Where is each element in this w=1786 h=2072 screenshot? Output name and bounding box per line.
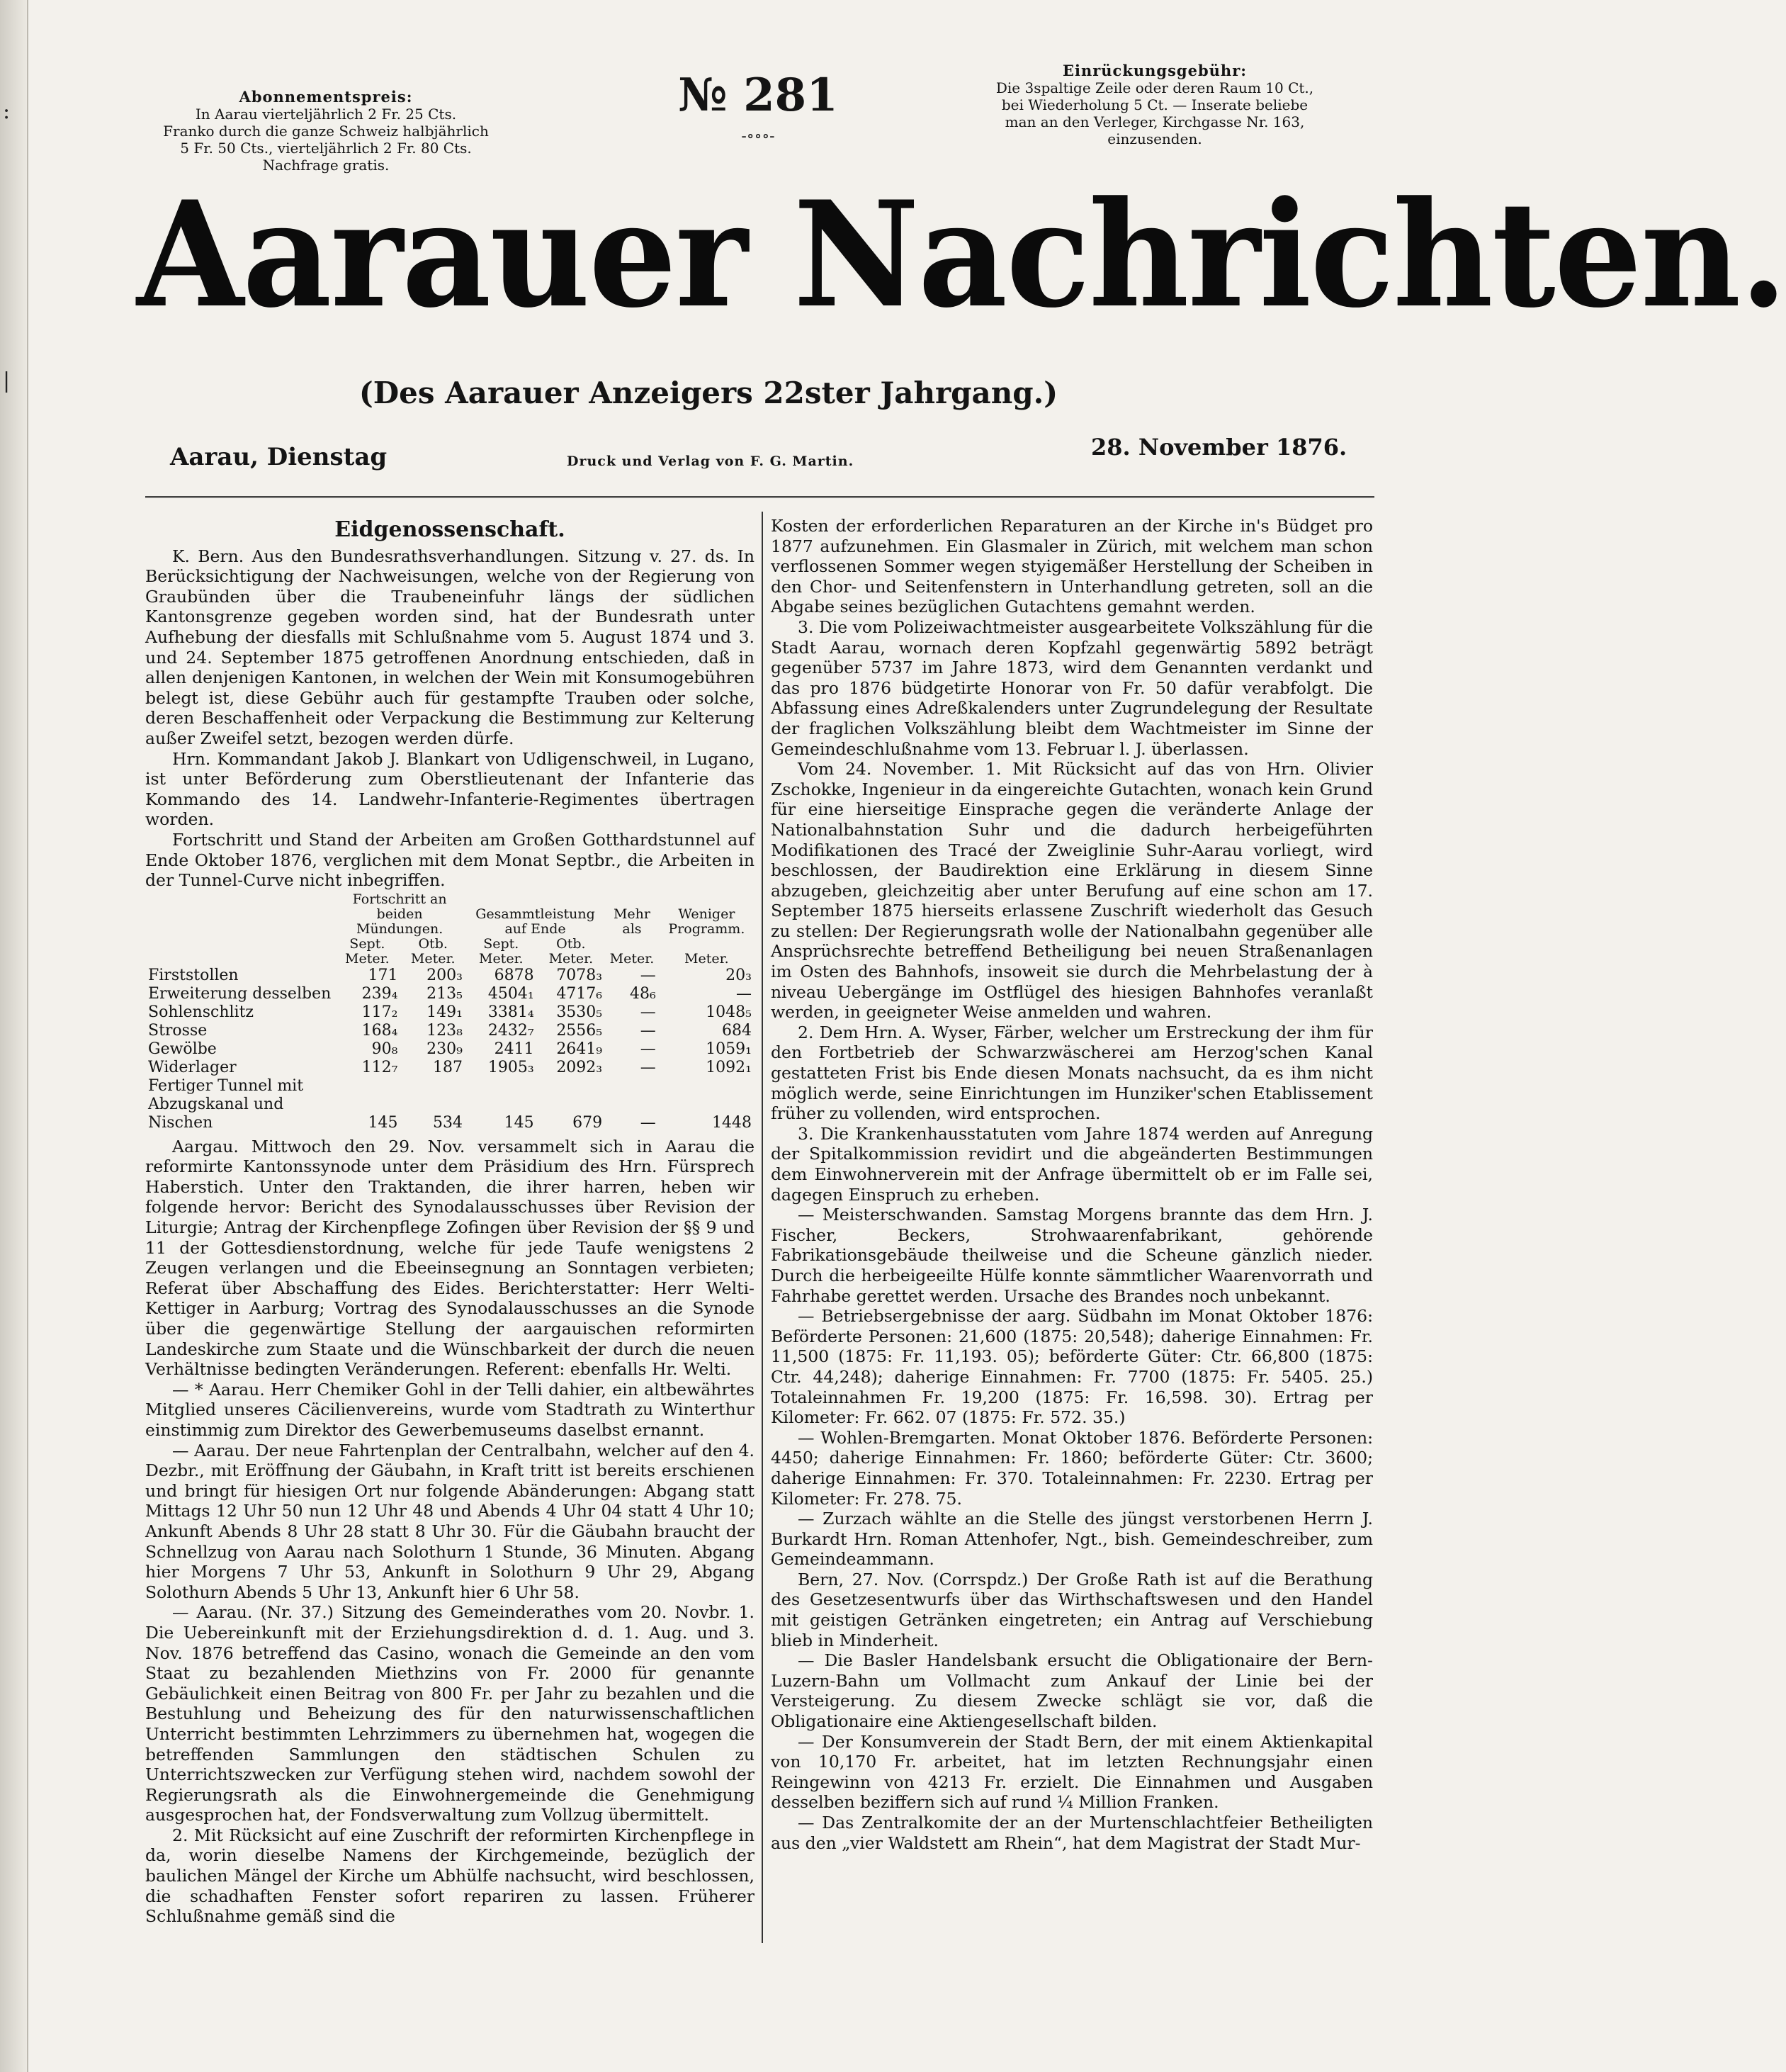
- subscription-title: Abonnementspreis:: [239, 88, 413, 106]
- table-cell: 4717₆: [556, 984, 603, 1003]
- table-cell: 2411: [494, 1040, 534, 1058]
- table-cell: 2641₉: [556, 1040, 603, 1058]
- table-row: [145, 1040, 754, 1059]
- table-column-header: Sept. Meter.: [478, 935, 524, 967]
- article-paragraph: — Wohlen-Bremgarten. Monat Oktober 1876. Beförderte Personen: 4450; daherige Einnahmen: Fr. 1860; beförderte Güter: Ctr. 3600; daherige Einnahmen: Fr. 370. Totaleinnahmen: Fr. 2230. Ertrag per Kilometer: Fr. 278. 75.: [771, 1427, 1373, 1509]
- column-left: [145, 516, 754, 1927]
- issue-date: 28. November 1876.: [1091, 434, 1347, 461]
- subscription-line: Nachfrage gratis.: [262, 157, 390, 174]
- article-paragraph: 3. Die Krankenhausstatuten vom Jahre 1874 werden auf Anregung der Spitalkommission revidirt und die abgeänderten Bestimmungen dem Einwohnerverein mit der Anfrage übermittelt ob er im Falle sei, dagegen Einspruch zu erheben.: [771, 1123, 1373, 1205]
- row-label: Gewölbe: [148, 1040, 217, 1058]
- insertion-fee-line: man an den Verleger, Kirchgasse Nr. 163,: [1005, 113, 1305, 130]
- table-cell: 200₃: [426, 966, 463, 984]
- table-cell: 1048₅: [706, 1003, 752, 1021]
- row-label: Fertiger Tunnel mit Abzugskanal und Nischen: [148, 1076, 304, 1132]
- table-cell: 239₄: [361, 984, 398, 1003]
- insertion-fee-line: bei Wiederholung 5 Ct. — Inserate beliebe: [1001, 96, 1309, 113]
- masthead-subtitle: (Des Aarauer Anzeigers 22ster Jahrgang.): [358, 376, 1058, 410]
- insertion-fee-title: Einrückungsgebühr:: [1062, 62, 1248, 79]
- edge-mark: |: [3, 368, 11, 393]
- table-group-header: Gesammtleistung auf Ende: [475, 906, 595, 937]
- article-paragraph: — Aarau. (Nr. 37.) Sitzung des Gemeinderathes vom 20. Novbr. 1. Die Uebereinkunft mit der Erziehungsdirektion d. d. 1. Aug. und 3. Nov. 1876 betreffend das Casino, wonach die Gemeinde an den vom Staat zu bezahlenden Miethzins von Fr. 2000 für genannte Gebäulichkeit einen Beitrag von 800 Fr. per Jahr zu bezahlen und die Bestuhlung und Beheizung des für den naturwissenschaftlichen Unterricht bestimmten Lehrzimmers zu übernehmen hat, wogegen die betreffenden Sammlungen den städtischen Schulen zu Unterrichtszwecken zur Verfügung stehen wird, nachdem sowohl der Regierungsrath als die Einwohnergemeinde die Genehmigung ausgesprochen hat, der Fondsverwaltung zum Vollzug übermittelt.: [145, 1602, 754, 1825]
- table-cell: —: [640, 966, 656, 984]
- article-paragraph: Bern, 27. Nov. (Corrspdz.) Der Große Rath ist auf die Berathung des Gesetzesentwurfs über das Wirthschaftswesen und den Handel mit geistigen Getränken eingetreten; ein Antrag auf Verschiebung blieb in Minderheit.: [771, 1569, 1373, 1650]
- article-paragraph: Vom 24. November. 1. Mit Rücksicht auf das von Hrn. Olivier Zschokke, Ingenieur in da eingereichte Gutachten, wonach kein Grund für eine hierseitige Einsprache gegen die veränderte Anlage der Nationalbahnstation Suhr und die dadurch herbeigeführten Modifikationen des Tracé der Zweiglinie Suhr-Aarau vorliegt, wird beschlossen, der Baudirektion eine Erklärung in diesem Sinne abzugeben, gleichzeitig aber unter Berufung auf eine schon am 17. September 1875 hierseits erlassene Zuschrift wiederholt das Gesuch zu stellen: Der Regierungsrath wolle der Nationalbahn gegenüber alle Ansprüchsrechte betreffend Betheiligung bei neuen Straßenanlagen im Osten des Bahnhofs, insoweit sie durch die Mehrbelastung der à niveau Uebergänge im Ostflügel des hiesigen Bahnhofes veranlaßt werden, in geeigneter Weise anmelden und wahren.: [771, 759, 1373, 1023]
- subscription-line: Franko durch die ganze Schweiz halbjährlich: [163, 123, 489, 140]
- table-row: [145, 1077, 754, 1132]
- table-column-header-row: [145, 937, 754, 967]
- table-cell: 6878: [494, 966, 534, 984]
- table-row: [145, 985, 754, 1003]
- table-cell: 534: [432, 1113, 463, 1132]
- table-cell: 1905₃: [487, 1058, 534, 1076]
- issue-number: № 281: [678, 69, 838, 122]
- table-cell: 213₅: [426, 984, 463, 1003]
- article-paragraph: K. Bern. Aus den Bundesrathsverhandlungen. Sitzung v. 27. ds. In Berücksichtigung der Nachweisungen, welche von der Regierung von Graubünden über die Traubeneinfuhr längs der südlichen Kantonsgrenze gegeben worden sind, hat der Bundesrath unter Aufhebung der diesfalls mit Schlußnahme vom 5. August 1874 und 3. und 24. September 1875 getroffenen Anordnung entschieden, daß in allen denjenigen Kantonen, in welchen der Wein mit Konsumogebühren belegt ist, diese Gebühr auch für gestampfte Trauben oder solche, deren Beschaffenheit oder Verpackung die Bestimmung zur Kelterung außer Zweifel setzt, bezogen werden dürfe.: [145, 546, 754, 748]
- article-paragraph: — Die Basler Handelsbank ersucht die Obligationaire der Bern-Luzern-Bahn um Vollmacht zum Ankauf der Linie bei der Versteigerung. Zu diesem Zwecke schlägt sie vor, daß die Obligationaire eine Aktiengesellschaft bilden.: [771, 1650, 1373, 1732]
- table-row: [145, 1059, 754, 1077]
- article-paragraph: 2. Mit Rücksicht auf eine Zuschrift der reformirten Kirchenpflege in da, worin dieselbe Namens der Kirchgemeinde, bezüglich der baulichen Mängel der Kirche um Abhülfe nachsucht, wird beschlossen, die schadhaften Fenster sofort repariren zu lassen. Früherer Schlußnahme gemäß sind die: [145, 1825, 754, 1927]
- article-paragraph: — Betriebsergebnisse der aarg. Südbahn im Monat Oktober 1876: Beförderte Personen: 21,600 (1875: 20,548); daherige Einnahmen: Fr. 11,500 (1875: Fr. 11,193. 05); beförderte Güter: Ctr. 66,800 (1875: Ctr. 44,248); daherige Einnahmen: Fr. 7700 (1875: Fr. 5405. 25.) Totaleinnahmen Fr. 19,200 (1875: Fr. 16,598. 30). Ertrag per Kilometer: Fr. 662. 07 (1875: Fr. 572. 35.): [771, 1306, 1373, 1428]
- edge-mark: :: [3, 99, 11, 124]
- row-label: Widerlager: [148, 1058, 237, 1076]
- table-row: [145, 1022, 754, 1040]
- table-row: [145, 1003, 754, 1022]
- table-cell: 1448: [712, 1113, 752, 1132]
- table-cell: —: [640, 1021, 656, 1040]
- column-rule: [762, 512, 763, 1943]
- table-column-header: Meter.: [684, 950, 729, 967]
- table-cell: 3381₄: [487, 1003, 534, 1021]
- subscription-line: 5 Fr. 50 Cts., vierteljährlich 2 Fr. 80 Cts.: [180, 140, 472, 157]
- table-column-header: Otb. Meter.: [548, 935, 594, 967]
- table-column-header: Meter.: [609, 950, 655, 967]
- table-cell: 20₃: [725, 966, 752, 984]
- publisher-line: Druck und Verlag von F. G. Martin.: [567, 454, 854, 469]
- table-cell: 145: [368, 1113, 398, 1132]
- article-paragraph: 2. Dem Hrn. A. Wyser, Färber, welcher um Erstreckung der ihm für den Fortbetrieb der Schwarzwäscherei am Herzog'schen Kanal gestatteten Frist bis Ende diesen Monats nachsucht, da es ihm nicht möglich werde, seine Einrichtungen im Hunziker'schen Etablissement früher zu vollenden, wird entsprochen.: [771, 1022, 1373, 1124]
- row-label: Strosse: [148, 1021, 208, 1040]
- article-paragraph: — Aarau. Der neue Fahrtenplan der Centralbahn, welcher auf den 4. Dezbr., mit Eröffnung der Gäubahn, in Kraft tritt ist bereits erschienen und bringt für hiesigen Ort nur folgende Abänderungen: Abgang statt Mittags 12 Uhr 50 nun 12 Uhr 48 und Abends 4 Uhr 04 statt 4 Uhr 10; Ankunft Abends 8 Uhr 28 statt 8 Uhr 30. Für die Gäubahn braucht der Schnellzug von Aarau nach Solothurn 1 Stunde, 36 Minuten. Abgang hier Morgens 7 Uhr 53, Ankunft in Solothurn 9 Uhr 29, Abgang Solothurn Abends 5 Uhr 13, Ankunft hier 6 Uhr 58.: [145, 1440, 754, 1602]
- place-and-day: Aarau, Dienstag: [170, 443, 388, 471]
- table-group-header-row: [145, 892, 754, 937]
- insertion-fee-line: Die 3spaltige Zeile oder deren Raum 10 Ct.,: [995, 79, 1314, 96]
- ornament-divider: -∘∘∘-: [741, 128, 775, 145]
- table-cell: 684: [722, 1021, 752, 1040]
- table-cell: 187: [432, 1058, 463, 1076]
- header-rule: [145, 496, 1374, 498]
- table-cell: 112₇: [361, 1058, 398, 1076]
- table-cell: 117₂: [361, 1003, 398, 1021]
- table-cell: 2556₅: [556, 1021, 603, 1040]
- table-group-header: Mehr als: [613, 906, 650, 937]
- table-column-header: Otb. Meter.: [410, 935, 456, 967]
- table-cell: 4504₁: [487, 984, 534, 1003]
- gotthard-tunnel-table: [145, 892, 754, 1132]
- page-binding-edge: [0, 0, 28, 2072]
- insertion-fee-box: [956, 62, 1353, 147]
- table-cell: —: [640, 1040, 656, 1058]
- section-title: Eidgenossenschaft.: [334, 517, 565, 542]
- table-row: [145, 967, 754, 985]
- table-cell: 3530₅: [556, 1003, 603, 1021]
- table-group-header: Weniger Programm.: [668, 906, 745, 937]
- table-cell: —: [640, 1058, 656, 1076]
- table-cell: 230₉: [426, 1040, 463, 1058]
- table-cell: 171: [368, 966, 398, 984]
- table-cell: 123₈: [426, 1021, 463, 1040]
- table-cell: 1092₁: [706, 1058, 752, 1076]
- column-right: [771, 516, 1373, 1853]
- table-cell: 90₈: [371, 1040, 398, 1058]
- subscription-line: In Aarau vierteljährlich 2 Fr. 25 Cts.: [195, 106, 457, 123]
- article-paragraph: — * Aarau. Herr Chemiker Gohl in der Telli dahier, ein altbewährtes Mitglied unseres Cäcilienvereins, wurde vom Stadtrath zu Winterthur einstimmig zum Direktor des Gewerbemuseums daselbst ernannt.: [145, 1379, 754, 1440]
- article-paragraph: Aargau. Mittwoch den 29. Nov. versammelt sich in Aarau die reformirte Kantonssynode unter dem Präsidium des Hrn. Fürsprech Haberstich. Unter den Traktanden, die ihrer harren, heben wir folgende hervor: Bericht des Synodalausschusses über Revision der Liturgie; Antrag der Kirchenpflege Zofingen über Revision der §§ 9 und 11 der Gottesdienstordnung, welche für jede Taufe wenigstens 2 Zeugen verlangen und die Ebeeinsegnung an Sonntagen verbieten; Referat über Abschaffung des Eides. Berichterstatter: Herr Welti-Kettiger in Aarburg; Vortrag des Synodalausschusses an die Synode über die gegenwärtige Stellung der aargauischen reformirten Landeskirche zum Staate und die Wünschbarkeit der durch die neuen Verhältnisse bedingten Veränderungen. Referent: ebenfalls Hr. Welti.: [145, 1136, 754, 1380]
- table-cell: 7078₃: [556, 966, 603, 984]
- row-label: Sohlenschlitz: [148, 1003, 254, 1021]
- row-label: Erweiterung desselben: [148, 984, 332, 1003]
- newspaper-masthead: Aarauer Nachrichten.: [137, 170, 1786, 340]
- row-label: Firststollen: [148, 966, 239, 984]
- table-cell: 2092₃: [556, 1058, 603, 1076]
- table-cell: —: [736, 984, 752, 1003]
- table-cell: —: [640, 1113, 656, 1132]
- insertion-fee-line: einzusenden.: [1107, 130, 1202, 147]
- table-cell: 168₄: [361, 1021, 398, 1040]
- article-paragraph: — Meisterschwanden. Samstag Morgens brannte das dem Hrn. J. Fischer, Beckers, Strohwaarenfabrikant, gehörende Fabrikationsgebäude theilweise und die Scheune gänzlich nieder. Durch die herbeigeeilte Hülfe konnte sämmtlicher Waarenvorrath und Fahrhabe gerettet werden. Ursache des Brandes noch unbekannt.: [771, 1205, 1373, 1306]
- article-paragraph: Hrn. Kommandant Jakob J. Blankart von Udligenschweil, in Lugano, ist unter Beförderung zum Oberstlieutenant der Infanterie das Kommando des 14. Landwehr-Infanterie-Regimentes übertragen worden.: [145, 748, 754, 830]
- table-cell: 145: [504, 1113, 534, 1132]
- table-cell: 679: [572, 1113, 603, 1132]
- table-column-header: Sept. Meter.: [345, 935, 390, 967]
- article-paragraph: Kosten der erforderlichen Reparaturen an der Kirche in's Büdget pro 1877 aufzunehmen. Ein Glasmaler in Zürich, mit welchem man schon verflossenen Sommer wegen styigemäßer Herstellung der Scheiben in den Chor- und Seitenfenstern in Unterhandlung getreten, soll an die Abgabe seines bezüglichen Gutachtens gemahnt werden.: [771, 516, 1373, 617]
- article-paragraph: — Der Konsumverein der Stadt Bern, der mit einem Aktienkapital von 10,170 Fr. arbeitet, hat im letzten Rechnungsjahr einen Reingewinn von 4213 Fr. erzielt. Die Einnahmen und Ausgaben desselben beziffern sich auf rund ¼ Million Franken.: [771, 1731, 1373, 1813]
- table-cell: 48₆: [629, 984, 656, 1003]
- table-cell: 2432₇: [487, 1021, 534, 1040]
- table-cell: —: [640, 1003, 656, 1021]
- article-paragraph: — Das Zentralkomite der an der Murtenschlachtfeier Betheiligten aus den „vier Waldstett am Rhein“, hat dem Magistrat der Stadt Mur-: [771, 1813, 1373, 1853]
- article-paragraph: Fortschritt und Stand der Arbeiten am Großen Gotthardstunnel auf Ende Oktober 1876, verglichen mit dem Monat Septbr., die Arbeiten in der Tunnel-Curve nicht inbegriffen.: [145, 829, 754, 891]
- table-group-header: Fortschritt an beiden Mündungen.: [352, 891, 447, 937]
- article-paragraph: 3. Die vom Polizeiwachtmeister ausgearbeitete Volkszählung für die Stadt Aarau, wornach deren Kopfzahl gegenwärtig 5892 beträgt gegenüber 5737 im Jahre 1873, wird dem Genannten verdankt und das pro 1876 büdgetirte Honorar von Fr. 50 dafür verabfolgt. Die Abfassung eines Adreßkalenders unter Zugrundelegung der Resultate der fraglichen Volkszählung bleibt dem Wachtmeister im Sinne der Gemeindeschlußnahme vom 13. Februar l. J. überlassen.: [771, 616, 1373, 759]
- table-cell: 1059₁: [706, 1040, 752, 1058]
- table-cell: 149₁: [426, 1003, 463, 1021]
- article-paragraph: — Zurzach wählte an die Stelle des jüngst verstorbenen Herrn J. Burkardt Hrn. Roman Attenhofer, Ngt., bish. Gemeindeschreiber, zum Gemeindeammann.: [771, 1509, 1373, 1570]
